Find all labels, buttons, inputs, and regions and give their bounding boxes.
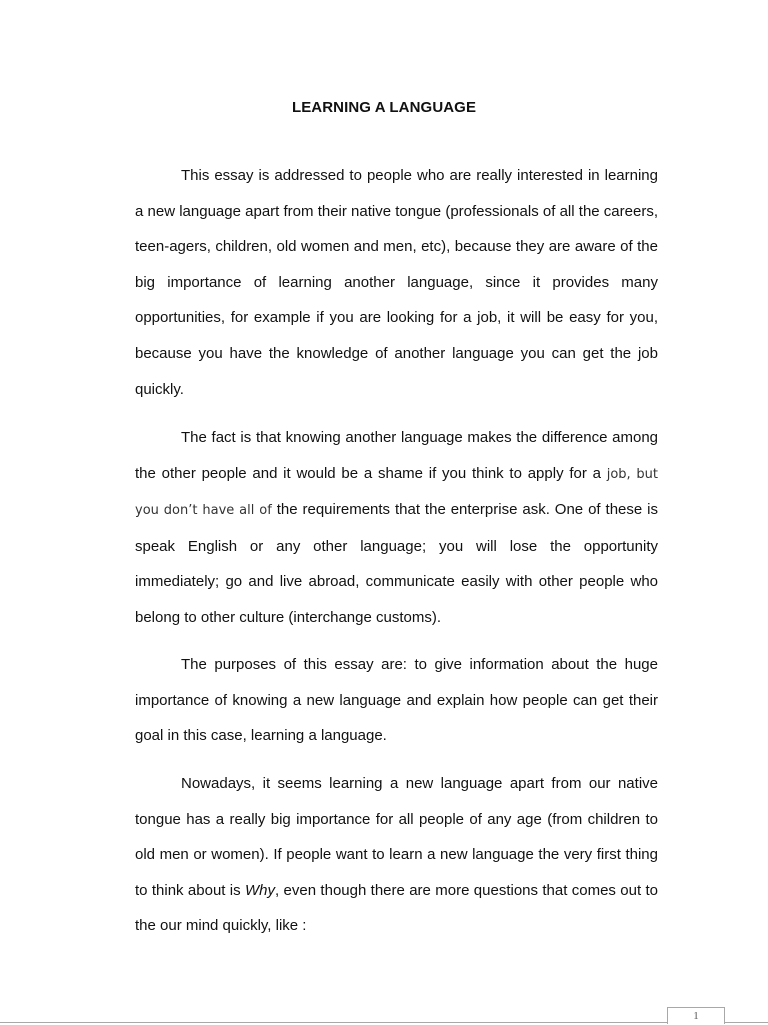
paragraph-4 — [135, 766, 658, 944]
paragraph-4-text-end: , even though there are more questions that comes out to the our mind quickly, like : — [135, 881, 658, 935]
paragraph-1-text: This essay is addressed to people who are really interested in learning a new language apart from their native tongue (professionals of all the careers, teen-agers, children, old women and men, etc), because they are aware of the big importance of learning another language, since it provides many opportunities, for example if you are looking for a job, it will be easy for you, because you have the knowledge of another language you can get the job quickly. — [135, 167, 658, 398]
document-title: LEARNING A LANGUAGE — [291, 99, 477, 116]
paragraph-4-text-start: Nowadays, it seems learning a new language apart from our native tongue has a really big importance for all people of any age (from children to old men or women). If people want to learn a new language the very first thing to think about is — [135, 775, 658, 899]
paragraph-3-text: The purposes of this essay are: to give information about the huge importance of knowing a new language and explain how people can get their goal in this case, learning a language. — [135, 656, 658, 745]
footer-rule — [0, 1022, 768, 1023]
paragraph-1 — [135, 158, 658, 407]
paragraph-2-text-start: The fact is that knowing another language makes the difference among the other people and it would be a shame if you think to apply for a — [135, 429, 658, 482]
paragraph-4-italic-why: Why — [245, 881, 276, 899]
paragraph-3 — [135, 647, 658, 754]
page-number: 1 — [667, 1007, 725, 1024]
paragraph-2-text-end: the requirements that the enterprise ask. One of these is speak English or any other language; you will lose the opportunity immediately; go and live abroad, communicate easily with other people who belong to other culture (interchange customs). — [135, 501, 658, 626]
paragraph-2 — [135, 420, 658, 636]
paragraph-2-alt-font-text: job, but you don’t have all of — [135, 466, 659, 519]
